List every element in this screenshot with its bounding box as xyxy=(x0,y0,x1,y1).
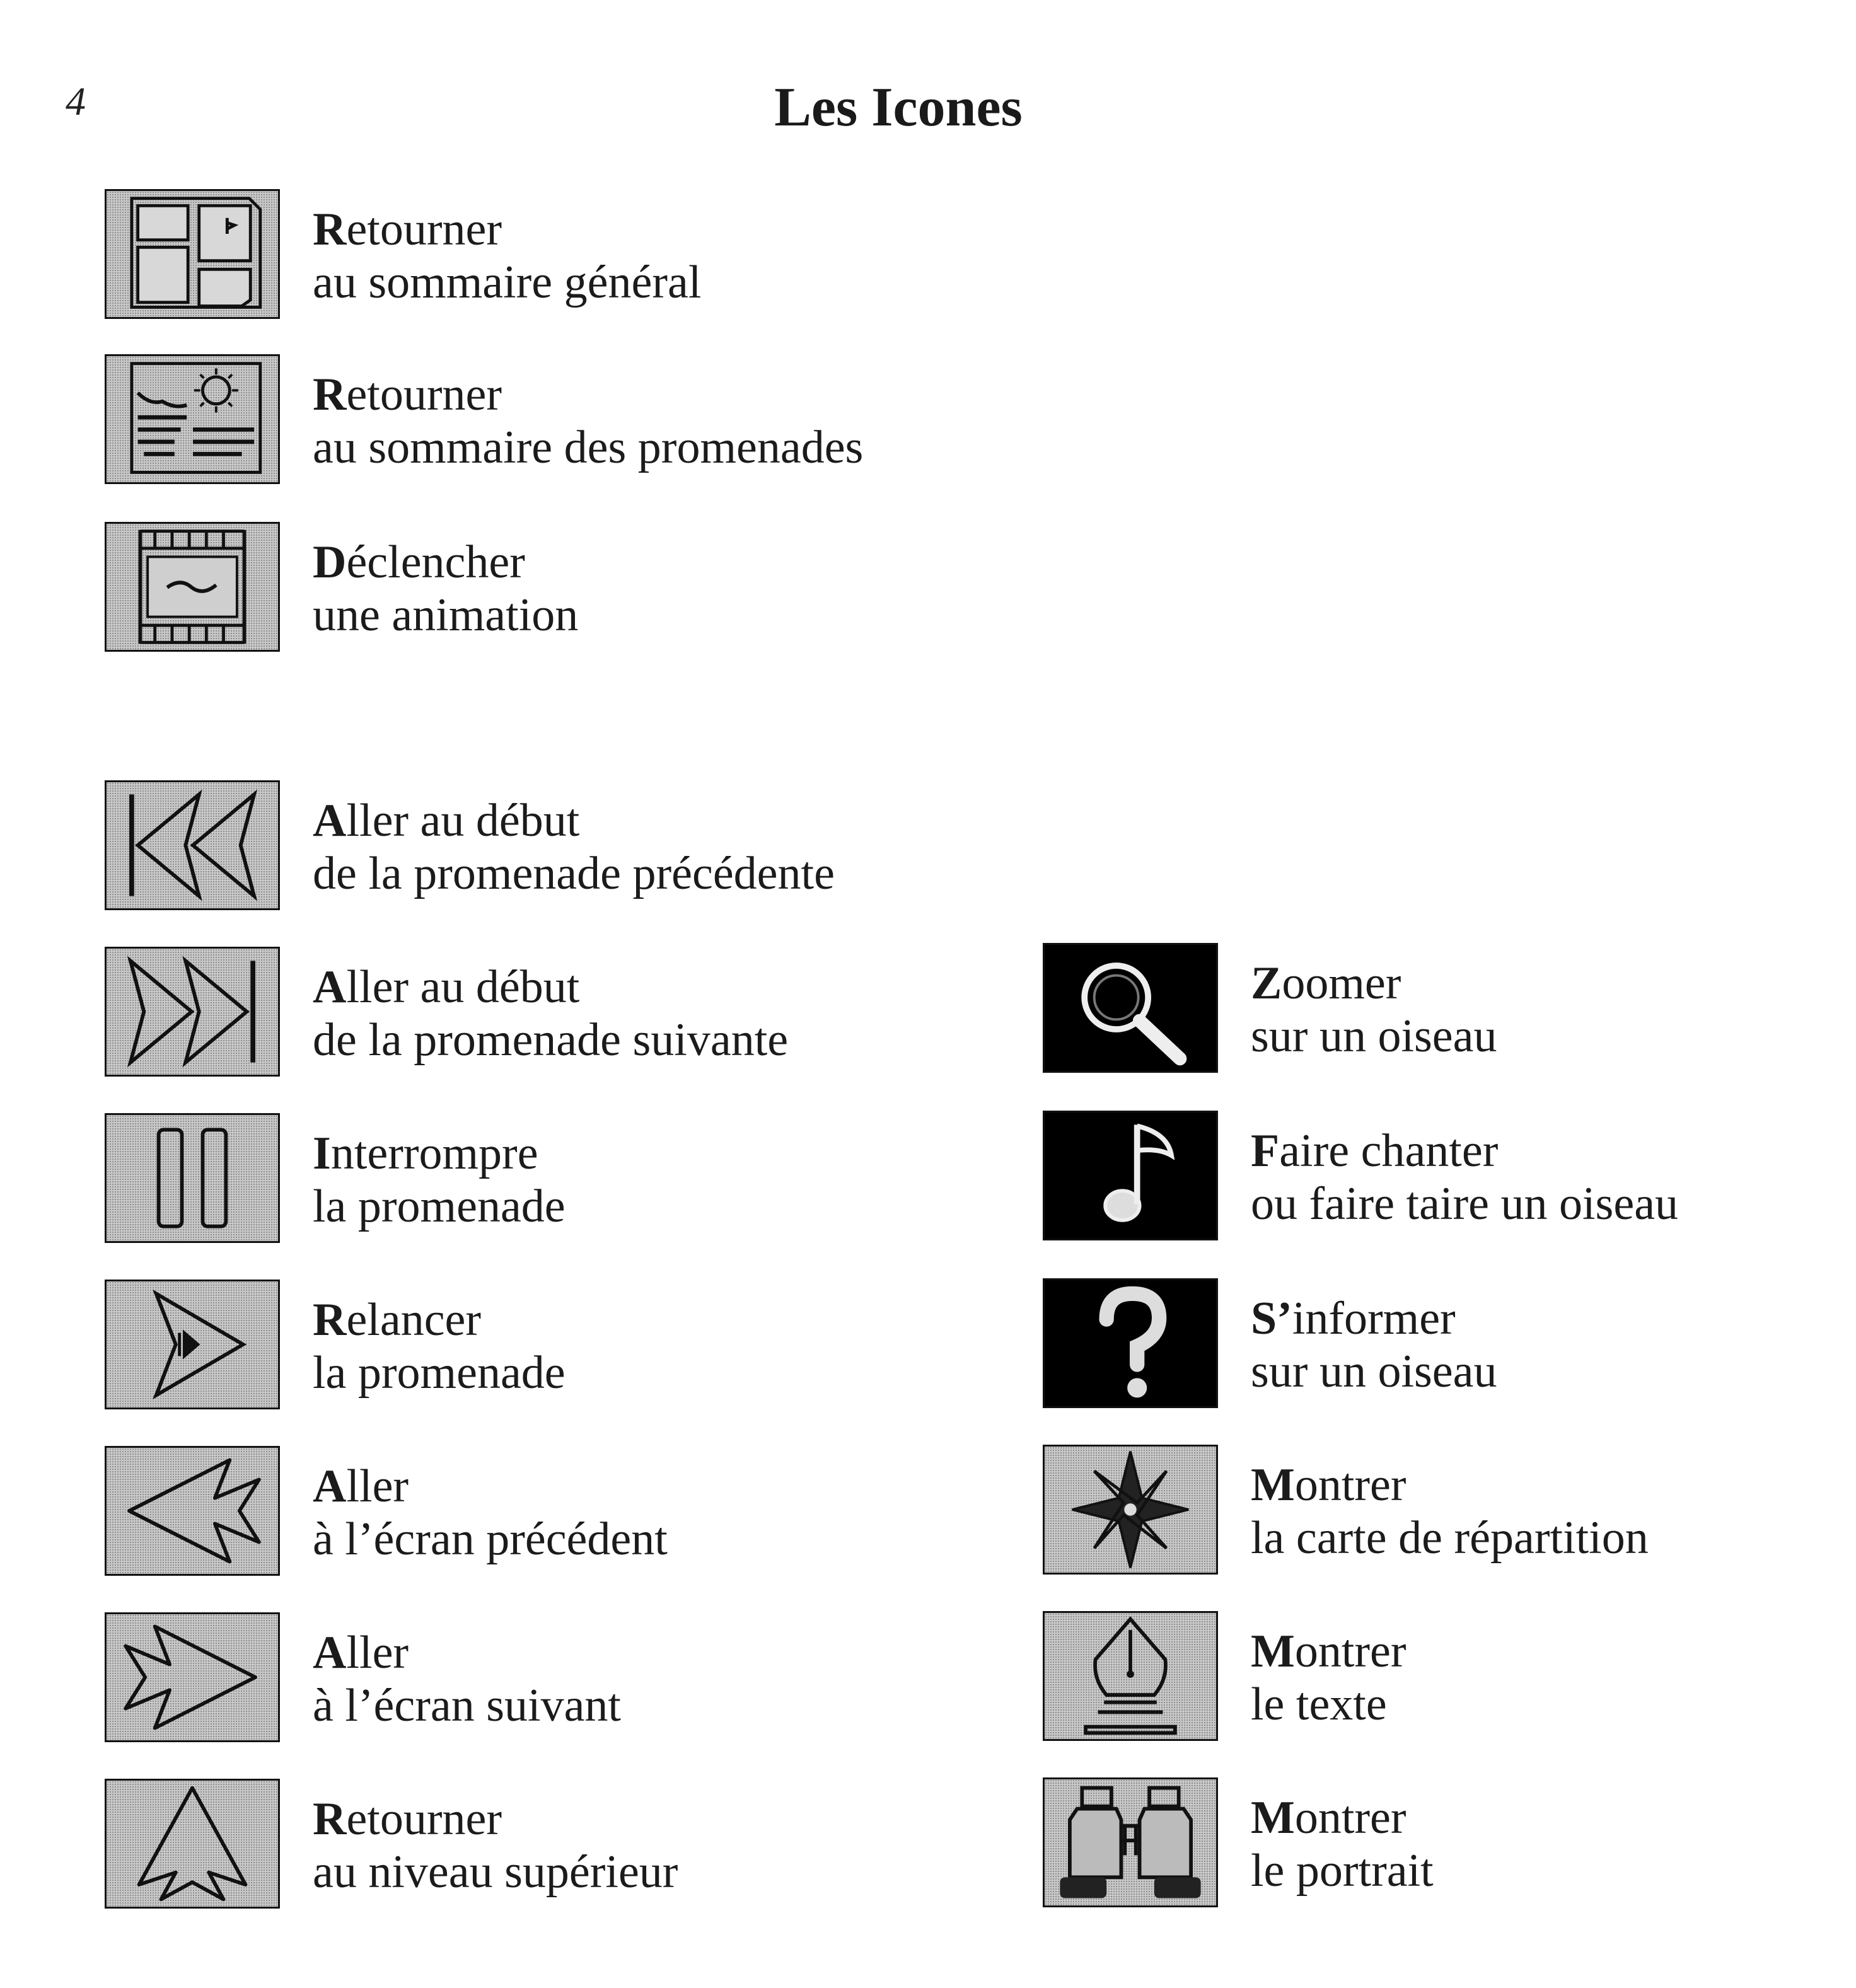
entry-description: une animation xyxy=(313,589,579,641)
entry-title: Faire chanter xyxy=(1251,1125,1499,1177)
film-strip-icon[interactable] xyxy=(105,522,280,652)
arrow-left-icon[interactable] xyxy=(105,1446,280,1576)
pen-nib-icon[interactable] xyxy=(1043,1611,1218,1741)
entry-description: le texte xyxy=(1251,1679,1387,1730)
entry-title: Montrer xyxy=(1251,1626,1406,1677)
page-title: Les Icones xyxy=(774,77,1023,138)
landscape-map-icon[interactable] xyxy=(105,354,280,484)
entry-description: sur un oiseau xyxy=(1251,1010,1497,1062)
entry-description: à l’écran suivant xyxy=(313,1680,621,1731)
arrow-right-icon[interactable] xyxy=(105,1612,280,1742)
play-icon[interactable] xyxy=(105,1280,280,1409)
rewind-to-start-icon[interactable] xyxy=(105,780,280,910)
entry-title: Déclencher xyxy=(313,536,525,588)
entry-description: de la promenade suivante xyxy=(313,1014,789,1066)
entry-title: Retourner xyxy=(313,369,502,420)
entry-title: Retourner xyxy=(313,1793,502,1845)
entry-description: au sommaire des promenades xyxy=(313,422,864,473)
entry-title: Aller au début xyxy=(313,795,580,847)
entry-title: Montrer xyxy=(1251,1792,1406,1844)
entry-title: Interrompre xyxy=(313,1128,538,1179)
entry-description: le portrait xyxy=(1251,1845,1434,1897)
fast-forward-to-end-icon[interactable] xyxy=(105,947,280,1077)
table-of-contents-icon[interactable] xyxy=(105,189,280,319)
entry-title: Retourner xyxy=(313,204,502,255)
entry-title: Aller xyxy=(313,1460,409,1512)
magnifier-icon[interactable] xyxy=(1043,943,1218,1073)
binoculars-icon[interactable] xyxy=(1043,1777,1218,1907)
entry-description: ou faire taire un oiseau xyxy=(1251,1178,1679,1230)
entry-description: la promenade xyxy=(313,1347,566,1399)
entry-title: Relancer xyxy=(313,1294,482,1346)
entry-description: la carte de répartition xyxy=(1251,1512,1649,1564)
entry-description: de la promenade précédente xyxy=(313,848,835,899)
compass-rose-icon[interactable] xyxy=(1043,1445,1218,1575)
entry-title: Montrer xyxy=(1251,1459,1406,1511)
entry-title: S’informer xyxy=(1251,1293,1456,1344)
entry-description: à l’écran précédent xyxy=(313,1513,668,1565)
entry-description: la promenade xyxy=(313,1181,566,1232)
pause-icon[interactable] xyxy=(105,1113,280,1243)
question-mark-icon[interactable] xyxy=(1043,1278,1218,1408)
music-note-icon[interactable] xyxy=(1043,1111,1218,1240)
arrow-up-icon[interactable] xyxy=(105,1779,280,1909)
entry-title: Aller au début xyxy=(313,961,580,1013)
entry-title: Aller xyxy=(313,1627,409,1679)
entry-description: au sommaire général xyxy=(313,257,702,308)
entry-title: Zoomer xyxy=(1251,957,1401,1009)
entry-description: au niveau supérieur xyxy=(313,1846,678,1898)
page-number: 4 xyxy=(66,79,86,124)
entry-description: sur un oiseau xyxy=(1251,1346,1497,1397)
